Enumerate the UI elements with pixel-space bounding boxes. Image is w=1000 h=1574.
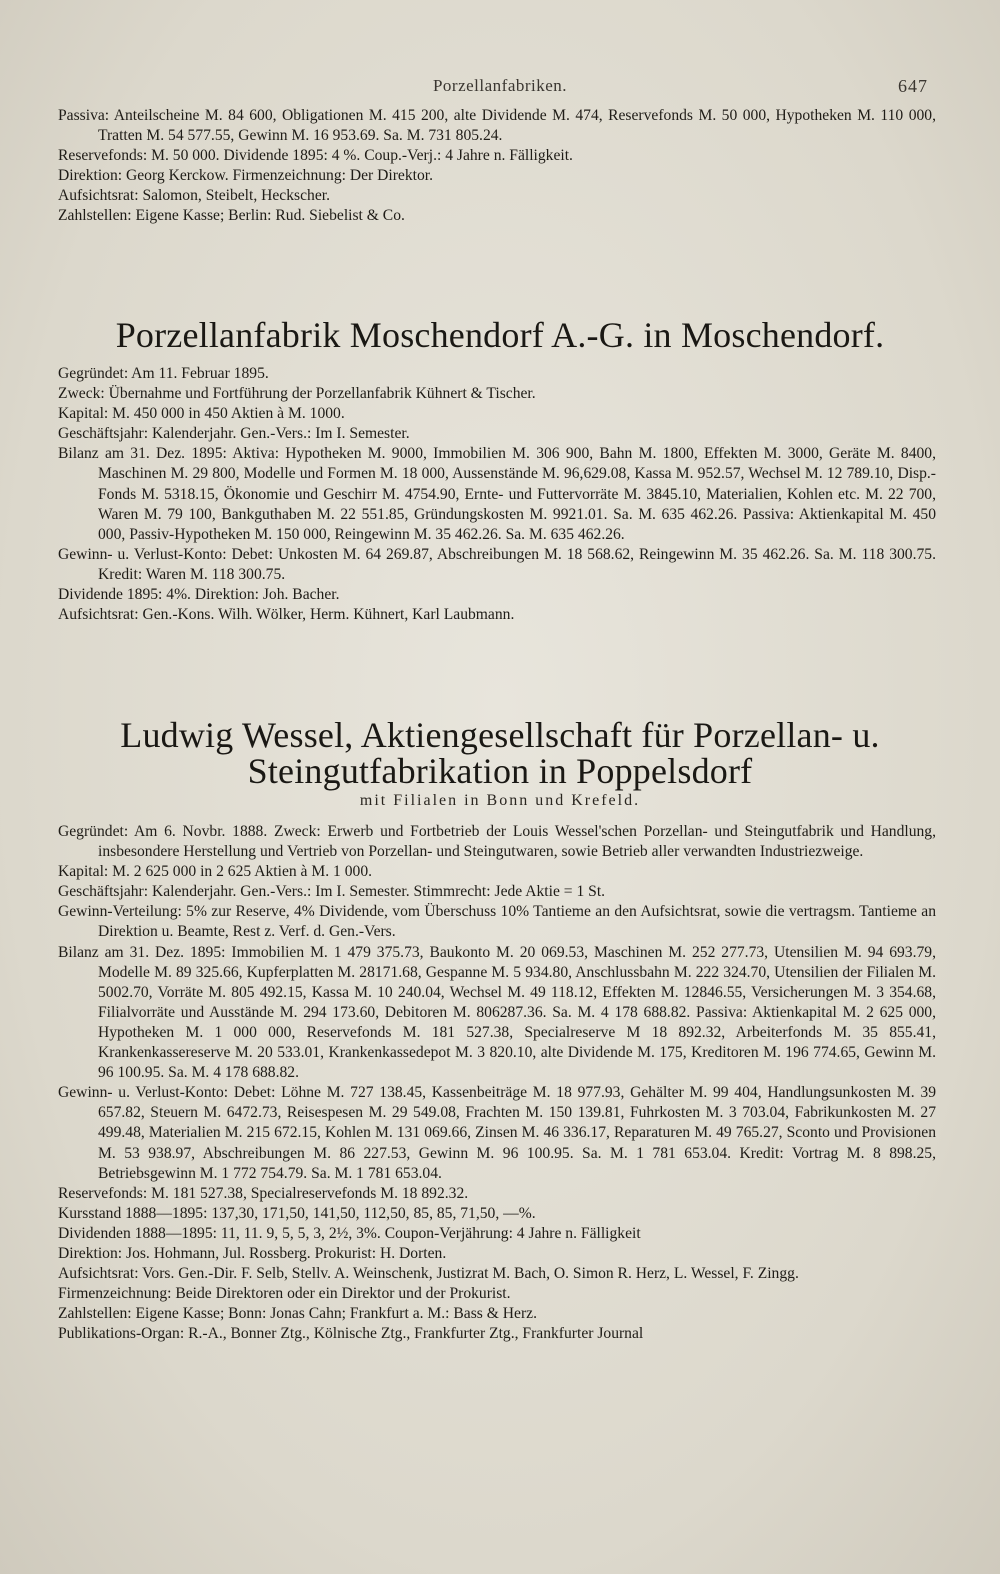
geschaeftsjahr-paragraph: Geschäftsjahr: Kalenderjahr. Gen.-Vers.: Im I. Semester. Stimmrecht: Jede Aktie = 1 St. — [58, 883, 606, 901]
page-number: 647 — [898, 76, 928, 96]
aufsichtsrat-paragraph: Aufsichtsrat: Gen.-Kons. Wilh. Wölker, Herm. Kühnert, Karl Laubmann. — [58, 606, 515, 624]
aufsichtsrat-paragraph: Aufsichtsrat: Vors. Gen.-Dir. F. Selb, Stellv. A. Weinschenk, Justizrat M. Bach, O. Simon R. Herz, L. Wessel, F. Zingg. — [58, 1265, 799, 1283]
direktion-paragraph: Direktion: Georg Kerckow. Firmenzeichnung: Der Direktor. — [58, 167, 434, 185]
gegruendet-paragraph: Gegründet: Am 6. Novbr. 1888. Zweck: Erwerb und Fortbetrieb der Louis Wessel'schen Porzellan- und Steingutfabrik und Handlung, insbesondere Herstellung und Vertrieb von Porzellan- und Steingutwaren, sowie Betrieb aller verwandten Industriezweige. — [58, 823, 936, 861]
dividende-paragraph: Dividende 1895: 4%. Direktion: Joh. Bacher. — [58, 586, 340, 604]
gegruendet-paragraph: Gegründet: Am 11. Februar 1895. — [58, 365, 269, 382]
dividenden-paragraph: Dividenden 1888—1895: 11, 11. 9, 5, 5, 3, 2½, 3%. Coupon-Verjährung: 4 Jahre n. Fälligkeit — [58, 1224, 641, 1242]
moschendorf-entry — [58, 364, 936, 625]
gewinnverteilung-paragraph: Gewinn-Verteilung: 5% zur Reserve, 4% Dividende, vom Überschuss 10% Tantieme an den Aufsichtsrat, sowie die vertragsm. Tantieme an Direktion u. Beamte, Rest z. Verf. d. Gen.-Vers. — [58, 903, 936, 941]
wessel-title-line2: Steingutfabrikation in Poppelsdorf — [247, 751, 753, 791]
previous-entry — [58, 106, 936, 227]
gewinn-verlust-paragraph: Gewinn- u. Verlust-Konto: Debet: Unkosten M. 64 269.87, Abschreibungen M. 18 568.62, Reingewinn M. 35 462.26. Sa. M. 118 300.75. Kredit: Waren M. 118 300.75. — [58, 545, 936, 583]
zahlstellen-paragraph: Zahlstellen: Eigene Kasse; Berlin: Rud. Siebelist & Co. — [58, 207, 405, 225]
kursstand-paragraph: Kursstand 1888—1895: 137,30, 171,50, 141,50, 112,50, 85, 85, 71,50, —%. — [58, 1204, 536, 1222]
firmenzeichnung-paragraph: Firmenzeichnung: Beide Direktoren oder ein Direktor und der Prokurist. — [58, 1285, 511, 1303]
reservefonds-paragraph: Reservefonds: M. 181 527.38, Specialreservefonds M. 18 892.32. — [58, 1184, 469, 1202]
gewinn-verlust-paragraph: Gewinn- u. Verlust-Konto: Debet: Löhne M. 727 138.45, Kassenbeiträge M. 18 977.93, Gehälter M. 99 404, Handlungsunkosten M. 39 657.82, Steuern M. 6472.73, Reisespesen M. 29 549.08, Frachten M. 150 139.81, Fuhrkosten M. 3 703.04, Fabrikunkosten M. 27 499.48, Materialien M. 215 672.15, Kohlen M. 131 069.66, Zinsen M. 46 336.17, Reparaturen M. 49 765.27, Sconto und Provisionen M. 53 938.97, Abschreibungen M. 86 227.53, Gewinn M. 96 100.95. Sa. M. 1 781 653.04. Kredit: Vortrag M. 8 898.25, Betriebsgewinn M. 1 772 754.79. Sa. M. 1 781 653.04. — [58, 1084, 936, 1182]
moschendorf-title: Porzellanfabrik Moschendorf A.-G. in Moschendorf. — [115, 315, 885, 355]
direktion-paragraph: Direktion: Jos. Hohmann, Jul. Rossberg. Prokurist: H. Dorten. — [58, 1244, 447, 1262]
zweck-paragraph: Zweck: Übernahme und Fortführung der Porzellanfabrik Kühnert & Tischer. — [58, 385, 536, 403]
bilanz-paragraph: Bilanz am 31. Dez. 1895: Aktiva: Hypotheken M. 9000, Immobilien M. 306 900, Bahn M. 1800, Effekten M. 3000, Geräte M. 8400, Maschinen M. 29 800, Modelle und Formen M. 18 000, Aussenstände M. 96,629.08, Kassa M. 952.57, Wechsel M. 12 789.10, Disp.-Fonds M. 5318.15, Ökonomie und Geschirr M. 4754.90, Ernte- und Futtervorräte M. 3845.10, Materialien, Kohlen etc. M. 22 700, Waren M. 79 100, Bankguthaben M. 22 551.85, Gründungskosten M. 9921.01. Sa. M. 635 462.26. Passiva: Aktienkapital M. 450 000, Passiv-Hypotheken M. 150 000, Reingewinn M. 35 462.26. Sa. M. 635 462.26. — [58, 445, 936, 543]
running-title: Porzellanfabriken. — [432, 76, 568, 95]
passiva-paragraph: Passiva: Anteilscheine M. 84 600, Obligationen M. 415 200, alte Dividende M. 474, Reservefonds M. 50 000, Hypotheken M. 110 000, Tratten M. 54 577.55, Gewinn M. 16 953.69. Sa. M. 731 805.24. — [58, 107, 936, 145]
wessel-subtitle: mit Filialen in Bonn und Krefeld. — [359, 792, 641, 809]
publikation-paragraph: Publikations-Organ: R.-A., Bonner Ztg., Kölnische Ztg., Frankfurter Ztg., Frankfurter Journal — [58, 1325, 644, 1343]
geschaeftsjahr-paragraph: Geschäftsjahr: Kalenderjahr. Gen.-Vers.: Im I. Semester. — [58, 425, 410, 443]
wessel-title-line1: Ludwig Wessel, Aktiengesellschaft für Porzellan- u. — [120, 715, 880, 755]
kapital-paragraph: Kapital: M. 2 625 000 in 2 625 Aktien à M. 1 000. — [58, 863, 373, 881]
kapital-paragraph: Kapital: M. 450 000 in 450 Aktien à M. 1000. — [58, 405, 345, 423]
aufsichtsrat-paragraph: Aufsichtsrat: Salomon, Steibelt, Heckscher. — [58, 187, 330, 205]
reservefonds-paragraph: Reservefonds: M. 50 000. Dividende 1895: 4 %. Coup.-Verj.: 4 Jahre n. Fälligkeit. — [58, 147, 573, 165]
zahlstellen-paragraph: Zahlstellen: Eigene Kasse; Bonn: Jonas Cahn; Frankfurt a. M.: Bass & Herz. — [58, 1305, 537, 1323]
wessel-entry — [58, 822, 936, 1344]
bilanz-paragraph: Bilanz am 31. Dez. 1895: Immobilien M. 1 479 375.73, Baukonto M. 20 069.53, Maschinen M. 252 277.73, Utensilien M. 94 693.79, Modelle M. 89 325.66, Kupferplatten M. 28171.68, Gespanne M. 5 934.80, Anschlussbahn M. 222 324.70, Utensilien der Filialen M. 5002.70, Vorräte M. 805 492.15, Kassa M. 10 240.04, Wechsel M. 49 118.12, Effekten M. 12846.55, Versicherungen M. 3 354.68, Filialvorräte und Ausstände M. 294 173.60, Debitoren M. 806287.36. Sa. M. 4 178 688.82. Passiva: Aktienkapital M. 2 625 000, Hypotheken M. 1 000 000, Reservefonds M. 181 527.38, Specialreserve M 18 892.32, Arbeiterfonds M. 35 855.41, Krankenkassereserve M. 20 533.01, Krankenkassedepot M. 3 820.10, alte Dividende M. 175, Kreditoren M. 196 774.65, Gewinn M. 96 100.95. Sa. M. 4 178 688.82. — [58, 943, 936, 1082]
page-header — [0, 76, 1000, 98]
